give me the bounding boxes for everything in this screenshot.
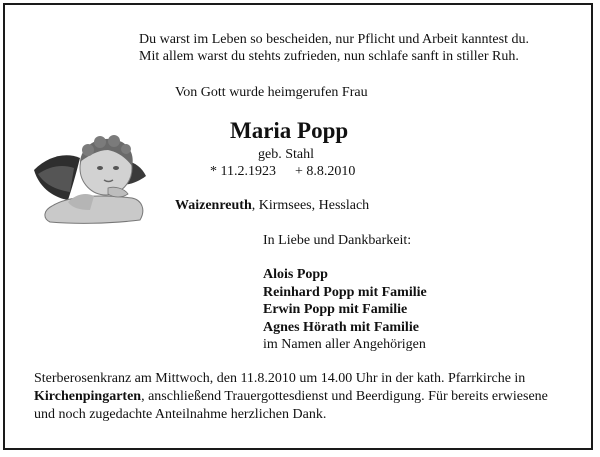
mourner-name: Erwin Popp mit Familie [263,302,408,317]
mourner-name: Agnes Hörath mit Familie [263,320,419,335]
mourner-name: Reinhard Popp mit Familie [263,285,427,300]
maiden-name: geb. Stahl [258,147,314,162]
notice-line-2 [34,388,548,406]
notice-line-1: Sterberosenkranz am Mittwoch, den 11.8.2010 um 14.00 Uhr in der kath. Pfarrkirche in [34,371,526,386]
notice-line-3: und noch zugedachte Anteilnahme herzlichen Dank. [34,407,327,422]
intro-text: Von Gott wurde heimgerufen Frau [175,85,368,100]
location-main: Waizenreuth [175,198,252,213]
poem-line-2: Mit allem warst du stehts zufrieden, nun schlafe sanft in stiller Ruh. [139,49,519,64]
death-date: + 8.8.2010 [295,164,356,179]
birth-date: * 11.2.1923 [210,164,276,179]
poem-line-1: Du warst im Leben so bescheiden, nur Pflicht und Arbeit kanntest du. [139,32,529,47]
mourning-phrase: In Liebe und Dankbarkeit: [263,233,412,248]
mourning-closing: im Namen aller Angehörigen [263,337,426,352]
angel-image [28,128,150,230]
location-line [175,197,369,215]
notice-line-2-rest: , anschließend Trauergottesdienst und Beerdigung. Für bereits erwiesene [141,389,548,404]
church-location: Kirchenpingarten [34,389,142,404]
mourner-name: Alois Popp [263,267,328,282]
location-rest: , Kirmsees, Hesslach [251,198,370,213]
deceased-name: Maria Popp [230,118,349,143]
